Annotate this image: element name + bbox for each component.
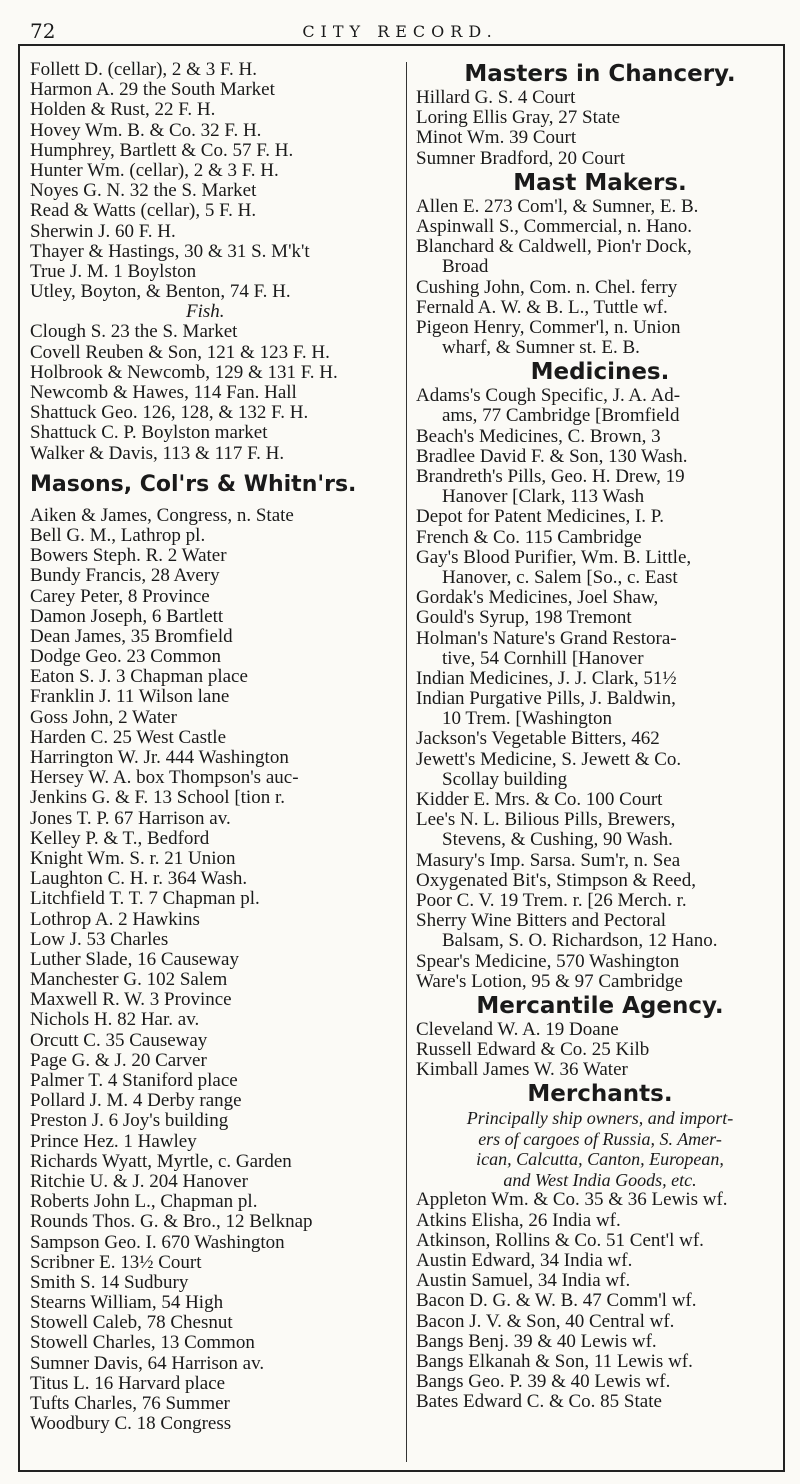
- directory-entry: Allen E. 273 Com'l, & Sumner, E. B.: [416, 196, 699, 217]
- section-heading: Masters in Chancery.: [464, 61, 736, 87]
- directory-entry: Goss John, 2 Water: [30, 707, 177, 728]
- directory-entry: Sampson Geo. I. 670 Washington: [30, 1232, 285, 1253]
- directory-entry: Lothrop A. 2 Hawkins: [30, 909, 200, 930]
- section-note: ers of cargoes of Russia, S. Amer-: [478, 1128, 722, 1149]
- directory-entry: Indian Purgative Pills, J. Baldwin,: [416, 689, 676, 710]
- directory-entry: Russell Edward & Co. 25 Kilb: [416, 1040, 650, 1061]
- directory-entry: Dodge Geo. 23 Common: [30, 647, 222, 668]
- entry-continuation: Stevens, & Cushing, 90 Wash.: [442, 830, 673, 851]
- directory-entry: Stearns William, 54 High: [30, 1293, 224, 1314]
- directory-entry: Jewett's Medicine, S. Jewett & Co.: [416, 749, 682, 770]
- directory-entry: Fernald A. W. & B. L., Tuttle wf.: [416, 297, 668, 318]
- directory-entry: Walker & Davis, 113 & 117 F. H.: [30, 443, 285, 464]
- directory-entry: Harmon A. 29 the South Market: [30, 80, 275, 101]
- directory-entry: Clough S. 23 the S. Market: [30, 322, 238, 343]
- directory-entry: Nichols H. 82 Har. av.: [30, 1010, 200, 1031]
- section-note: and West India Goods, etc.: [503, 1169, 697, 1190]
- directory-entry: Litchfield T. T. 7 Chapman pl.: [30, 889, 260, 910]
- directory-entry: Sherwin J. 60 F. H.: [30, 221, 176, 242]
- directory-entry: Beach's Medicines, C. Brown, 3: [416, 426, 661, 447]
- entry-continuation: ams, 77 Cambridge [Bromfield: [442, 406, 680, 427]
- directory-entry: Minot Wm. 39 Court: [416, 128, 577, 149]
- directory-entry: Sumner Davis, 64 Harrison av.: [30, 1353, 265, 1374]
- entry-continuation: Hanover, c. Salem [So., c. East: [442, 567, 678, 588]
- directory-entry: True J. M. 1 Boylston: [30, 261, 197, 282]
- directory-entry: Indian Medicines, J. J. Clark, 51½: [416, 668, 677, 689]
- directory-entry: Maxwell R. W. 3 Province: [30, 990, 232, 1011]
- directory-entry: Stowell Charles, 13 Common: [30, 1333, 255, 1354]
- directory-entry: Page G. & J. 20 Carver: [30, 1050, 207, 1071]
- directory-entry: Rounds Thos. G. & Bro., 12 Belknap: [30, 1212, 313, 1233]
- left-column: [30, 60, 402, 1434]
- subsection-heading: Fish.: [186, 302, 225, 323]
- page-header: [0, 0, 800, 44]
- section-heading: Mast Makers.: [513, 169, 687, 196]
- directory-entry: Bates Edward C. & Co. 85 State: [416, 1392, 662, 1413]
- directory-entry: Holden & Rust, 22 F. H.: [30, 100, 216, 121]
- directory-entry: Gould's Syrup, 198 Tremont: [416, 608, 632, 629]
- section-heading: Masons, Col'rs & Whitn'rs.: [30, 471, 357, 497]
- directory-entry: Franklin J. 11 Wilson lane: [30, 687, 230, 708]
- directory-entry: Bangs Elkanah & Son, 11 Lewis wf.: [416, 1351, 693, 1372]
- directory-entry: Gay's Blood Purifier, Wm. B. Little,: [416, 547, 692, 568]
- directory-entry: Utley, Boyton, & Benton, 74 F. H.: [30, 282, 291, 303]
- directory-entry: Bundy Francis, 28 Avery: [30, 566, 220, 587]
- directory-entry: Jones T. P. 67 Harrison av.: [30, 808, 231, 829]
- directory-entry: Thayer & Hastings, 30 & 31 S. M'k't: [30, 241, 310, 262]
- directory-entry: French & Co. 115 Cambridge: [416, 527, 642, 548]
- directory-entry: Eaton S. J. 3 Chapman place: [30, 667, 248, 688]
- directory-entry: Palmer T. 4 Staniford place: [30, 1071, 238, 1091]
- directory-entry: Hillard G. S. 4 Court: [416, 88, 576, 108]
- directory-entry: Shattuck C. P. Boylston market: [30, 423, 268, 444]
- directory-entry: Kidder E. Mrs. & Co. 100 Court: [416, 790, 663, 810]
- directory-entry: Atkins Elisha, 26 India wf.: [416, 1210, 621, 1231]
- directory-entry: Austin Samuel, 34 India wf.: [416, 1271, 631, 1292]
- directory-entry: Bacon D. G. & W. B. 47 Comm'l wf.: [416, 1291, 697, 1312]
- directory-entry: Loring Ellis Gray, 27 State: [416, 108, 621, 129]
- section-note: ican, Calcutta, Canton, European,: [476, 1149, 724, 1170]
- directory-entry: Ritchie U. & J. 204 Hanover: [30, 1171, 248, 1192]
- directory-entry: Knight Wm. S. r. 21 Union: [30, 848, 236, 869]
- directory-entry: Harden C. 25 West Castle: [30, 727, 227, 748]
- directory-entry: Bacon J. V. & Son, 40 Central wf.: [416, 1311, 675, 1332]
- directory-entry: Hunter Wm. (cellar), 2 & 3 F. H.: [30, 160, 279, 181]
- directory-entry: Orcutt C. 35 Causeway: [30, 1030, 208, 1051]
- directory-entry: Luther Slade, 16 Causeway: [30, 949, 239, 970]
- directory-entry: Holman's Nature's Grand Restora-: [416, 628, 677, 649]
- directory-entry: Preston J. 6 Joy's building: [30, 1111, 229, 1132]
- directory-entry: Prince Hez. 1 Hawley: [30, 1131, 197, 1152]
- right-column: [416, 60, 784, 1413]
- page-number: 72: [30, 19, 56, 43]
- directory-entry: Bangs Benj. 39 & 40 Lewis wf.: [416, 1331, 657, 1352]
- entry-continuation: Scollay building: [442, 769, 568, 790]
- directory-entry: Shattuck Geo. 126, 128, & 132 F. H.: [30, 403, 309, 424]
- directory-entry: Oxygenated Bit's, Stimpson & Reed,: [416, 870, 696, 891]
- section-heading: Medicines.: [530, 359, 670, 386]
- directory-entry: Sumner Bradford, 20 Court: [416, 148, 625, 169]
- directory-entry: Sherry Wine Bitters and Pectoral: [416, 911, 667, 932]
- directory-entry: Woodbury C. 18 Congress: [30, 1414, 232, 1435]
- directory-entry: Austin Edward, 34 India wf.: [416, 1251, 633, 1271]
- directory-entry: Lee's N. L. Bilious Pills, Brewers,: [416, 810, 676, 831]
- entry-continuation: Broad: [442, 257, 489, 278]
- directory-entry: Hovey Wm. B. & Co. 32 F. H.: [30, 120, 262, 141]
- entry-continuation: Balsam, S. O. Richardson, 12 Hano.: [442, 931, 718, 952]
- directory-entry: Aiken & James, Congress, n. State: [30, 505, 294, 526]
- directory-entry: Damon Joseph, 6 Bartlett: [30, 606, 224, 627]
- entry-continuation: Hanover [Clark, 113 Wash: [442, 487, 645, 508]
- directory-entry: Cushing John, Com. n. Chel. ferry: [416, 277, 678, 298]
- section-heading: Merchants.: [527, 1081, 673, 1108]
- directory-entry: Masury's Imp. Sarsa. Sum'r, n. Sea: [416, 850, 681, 871]
- column-divider: [406, 62, 407, 1462]
- directory-entry: Ware's Lotion, 95 & 97 Cambridge: [416, 971, 683, 992]
- directory-entry: Kelley P. & T., Bedford: [30, 828, 210, 849]
- entry-continuation: wharf, & Sumner st. E. B.: [442, 338, 640, 359]
- directory-entry: Jenkins G. & F. 13 School [tion r.: [30, 788, 285, 809]
- directory-entry: Atkinson, Rollins & Co. 51 Cent'l wf.: [416, 1230, 704, 1251]
- directory-entry: Bowers Steph. R. 2 Water: [30, 546, 227, 567]
- directory-entry: Laughton C. H. r. 364 Wash.: [30, 869, 248, 890]
- page-title: CITY RECORD.: [302, 22, 498, 41]
- entry-continuation: tive, 54 Cornhill [Hanover: [442, 648, 644, 669]
- directory-entry: Read & Watts (cellar), 5 F. H.: [30, 201, 257, 222]
- directory-entry: Low J. 53 Charles: [30, 929, 169, 950]
- directory-entry: Pigeon Henry, Commer'l, n. Union: [416, 317, 681, 338]
- directory-entry: Blanchard & Caldwell, Pion'r Dock,: [416, 237, 692, 258]
- directory-entry: Bradlee David F. & Son, 130 Wash.: [416, 446, 688, 467]
- directory-entry: Dean James, 35 Bromfield: [30, 626, 233, 647]
- directory-entry: Newcomb & Hawes, 114 Fan. Hall: [30, 383, 297, 403]
- directory-entry: Pollard J. M. 4 Derby range: [30, 1091, 242, 1112]
- directory-entry: Poor C. V. 19 Trem. r. [26 Merch. r.: [416, 890, 687, 911]
- directory-entry: Bell G. M., Lathrop pl.: [30, 525, 206, 546]
- directory-entry: Jackson's Vegetable Bitters, 462: [416, 729, 660, 750]
- directory-entry: Carey Peter, 8 Province: [30, 586, 210, 607]
- directory-entry: Manchester G. 102 Salem: [30, 970, 228, 991]
- entry-continuation: 10 Trem. [Washington: [442, 709, 613, 730]
- directory-entry: Smith S. 14 Sudbury: [30, 1272, 189, 1293]
- directory-entry: Aspinwall S., Commercial, n. Hano.: [416, 216, 692, 237]
- directory-entry: Cleveland W. A. 19 Doane: [416, 1019, 619, 1040]
- directory-entry: Humphrey, Bartlett & Co. 57 F. H.: [30, 140, 294, 161]
- section-heading: Mercantile Agency.: [476, 992, 724, 1019]
- directory-entry: Scribner E. 13½ Court: [30, 1252, 202, 1273]
- directory-entry: Titus L. 16 Harvard place: [30, 1373, 226, 1394]
- directory-entry: Brandreth's Pills, Geo. H. Drew, 19: [416, 467, 685, 487]
- directory-entry: Gordak's Medicines, Joel Shaw,: [416, 588, 659, 609]
- directory-entry: Stowell Caleb, 78 Chesnut: [30, 1313, 233, 1334]
- directory-entry: Kimball James W. 36 Water: [416, 1060, 628, 1081]
- section-note: Principally ship owners, and import-: [466, 1108, 734, 1129]
- directory-entry: Holbrook & Newcomb, 129 & 131 F. H.: [30, 362, 338, 383]
- directory-entry: Harrington W. Jr. 444 Washington: [30, 748, 289, 768]
- directory-entry: Appleton Wm. & Co. 35 & 36 Lewis wf.: [416, 1190, 728, 1211]
- directory-entry: Richards Wyatt, Myrtle, c. Garden: [30, 1151, 292, 1172]
- directory-entry: Covell Reuben & Son, 121 & 123 F. H.: [30, 342, 330, 363]
- directory-entry: Tufts Charles, 76 Summer: [30, 1394, 230, 1414]
- directory-entry: Bangs Geo. P. 39 & 40 Lewis wf.: [416, 1372, 671, 1393]
- directory-entry: Spear's Medicine, 570 Washington: [416, 951, 680, 972]
- directory-entry: Hersey W. A. box Thompson's auc-: [30, 768, 299, 789]
- directory-entry: Depot for Patent Medicines, I. P.: [416, 507, 665, 528]
- directory-entry: Roberts John L., Chapman pl.: [30, 1192, 258, 1213]
- directory-entry: Adams's Cough Specific, J. A. Ad-: [416, 386, 681, 407]
- directory-entry: Noyes G. N. 32 the S. Market: [30, 181, 257, 202]
- directory-entry: Follett D. (cellar), 2 & 3 F. H.: [30, 60, 257, 80]
